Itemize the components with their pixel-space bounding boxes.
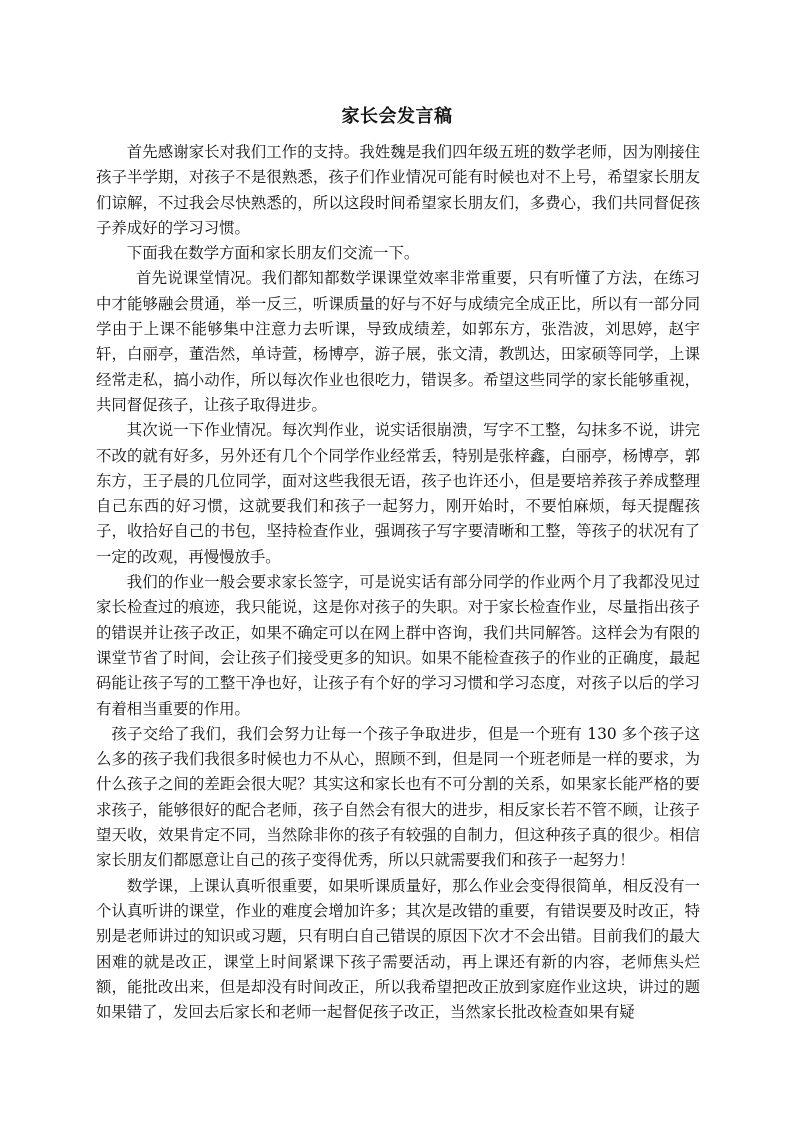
paragraph-classroom: 首先说课堂情况。我们都知都数学课课堂效率非常重要，只有听懂了方法，在练习中才能够融会贯通，举一反三，听课质量的好与不好与成绩完全成正比，所以有一部分同学由于上课不能够集中注意力去听课，导致成绩差，如郭东方，张浩波，刘思婷，赵宇轩，白丽亭，董浩然，单诗萱，杨博亭，游子展，张文清，教凯达，田家硕等同学，上课经常走私，搞小动作，所以每次作业也很吃力，错误多。希望这些同学的家长能够重视，共同督促孩子，让孩子取得进步。: [96, 269, 700, 414]
paragraph-intro: 下面我在数学方面和家长朋友们交流一下。: [126, 244, 420, 263]
document-title: 家长会发言稿: [341, 106, 453, 127]
paragraph-math-class: 数学课，上课认真听很重要，如果听课质量好，那么作业会变得很简单，相反没有一个认真听讲的课堂，作业的难度会增加许多；其次是改错的重要，有错误要及时改正，特别是老师讲过的知识或习题，只有明白自己错误的原因下次才不会出错。目前我们的最大困难的就是改正，课堂上时间紧课下孩子需要活动，再上课还有新的内容，老师焦头烂额，能批改出来，但是却没有时间改正，所以我希望把改正放到家庭作业这块，讲过的题如果错了，发回去后家长和老师一起督促孩子改正，当然家长批改检查如果有疑: [96, 876, 700, 1022]
document-body: [96, 140, 700, 1025]
paragraph-homework: 其次说一下作业情况。每次判作业，说实话很崩溃，写字不工整，勾抹多不说，讲完不改的就有好多，另外还有几个个同学作业经常丢，特别是张梓鑫，白丽亭，杨博亭，郭东方，王子晨的几位同学，面对这些我很无语，孩子也许还小，但是要培养孩子养成整理自己东西的好习惯，这就要我们和孩子一起努力，刚开始时，不要怕麻烦，每天提醒孩子，收拾好自己的书包，坚持检查作业，强调孩子写字要清晰和工整，等孩子的状况有了一定的改观，再慢慢放手。: [96, 421, 700, 566]
paragraph-signature: 我们的作业一般会要求家长签字，可是说实话有部分同学的作业两个月了我都没见过家长检查过的痕迹，我只能说，这是你对孩子的失职。对于家长检查作业，尽量指出孩子的错误并让孩子改正，如果不确定可以在网上群中咨询，我们共同解答。这样会为有限的课堂节省了时间，会让孩子们接受更多的知识。如果不能检查孩子的作业的正确度，最起码能让孩子写的工整干净也好，让孩子有个好的学习习惯和学习态度，对孩子以后的学习有着相当重要的作用。: [96, 573, 700, 718]
paragraph-cooperation: 孩子交给了我们，我们会努力让每一个孩子争取进步，但是一个班有 130 多个孩子这么多的孩子我们我很多时候也力不从心，照顾不到，但是同一个班老师是一样的要求，为什么孩子之间的差距会很大呢？其实这和家长也有不可分割的关系，如果家长能严格的要求孩子，能够很好的配合老师，孩子自然会有很大的进步，相反家长若不管不顾，让孩子望天收，效果肯定不同，当然除非你的孩子有较强的自制力，但这种孩子真的很少。相信家长朋友们都愿意让自己的孩子变得优秀，所以只就需要我们和孩子一起努力！: [96, 724, 700, 870]
paragraph-thanks: 首先感谢家长对我们工作的支持。我姓魏是我们四年级五班的数学老师，因为刚接住孩子半学期，对孩子不是很熟悉，孩子们作业情况可能有时候也对不上号，希望家长朋友们谅解，不过我会尽快熟悉的，所以这段时间希望家长朋友们，多费心，我们共同督促孩子养成好的学习习惯。: [96, 143, 700, 237]
